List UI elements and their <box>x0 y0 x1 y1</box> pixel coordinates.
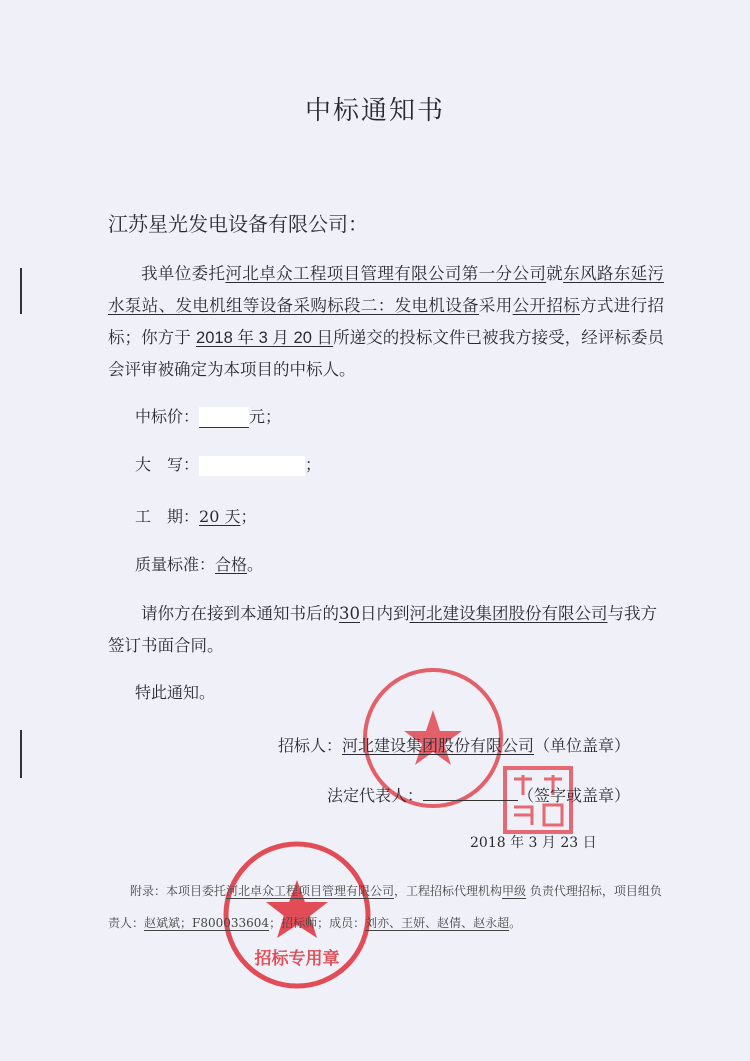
appendix-line-1 <box>130 882 662 899</box>
tenderer-name: 河北建设集团股份有限公司 <box>341 736 534 755</box>
contract-paragraph <box>108 598 664 662</box>
representative-line <box>327 783 630 806</box>
text: 请你方在接到本通知书后的 <box>141 604 339 623</box>
text: （单位盖章） <box>533 736 630 755</box>
text: 责人： <box>108 916 145 930</box>
text: 与我方签订书面合同。 <box>108 604 657 655</box>
text: ；招标师；成员： <box>269 916 366 930</box>
notice-text: 特此通知。 <box>135 683 216 702</box>
body-paragraph <box>108 258 664 386</box>
field-capital-amount <box>135 452 321 476</box>
project-name: 东风路东延污水泵站、发电机组等设备采购标段二：发电机设备 <box>108 264 665 315</box>
signature-blank <box>423 786 518 801</box>
text: 我单位委托 <box>141 264 226 283</box>
text: 附录：本项目委托 <box>130 884 227 898</box>
agency-name: 河北卓众工程项目管理有限公司第一分公司 <box>225 264 547 283</box>
text: 负责代理招标，项目组负 <box>526 884 662 898</box>
label: 中标价： <box>135 407 200 426</box>
period-value: 20 天 <box>199 507 241 526</box>
field-quality <box>135 552 263 575</box>
addressee: 江苏星光发电设备有限公司： <box>108 212 368 236</box>
appendix-line-2 <box>108 914 521 931</box>
text: 所递交的投标文件已被我方接受，经评标委员会评审被确定为本项目的中标人。 <box>108 328 665 379</box>
text: 方式进行招标；你方于 <box>108 296 664 347</box>
tenderer-line <box>278 733 630 756</box>
label: 质量标准： <box>135 555 216 574</box>
redacted-amount <box>199 456 305 476</box>
issue-date: 2018 年 3 月 23 日 <box>470 835 597 851</box>
text: 元； <box>249 407 282 426</box>
agency-grade: 甲级 <box>502 884 527 898</box>
field-price <box>135 404 281 428</box>
label: 招标人： <box>277 736 342 755</box>
team-members: 刘亦、王妍、赵倩、赵永超 <box>365 916 510 930</box>
redacted-price <box>199 407 249 428</box>
binder-hole-mark <box>20 730 22 778</box>
label: 工 期： <box>135 507 200 526</box>
bid-date: 2018 年 3 月 20 日 <box>196 329 334 347</box>
text: ，工程招标代理机构 <box>394 884 503 898</box>
text: 采用 <box>478 296 513 315</box>
label: 法定代表人： <box>326 786 423 805</box>
text: 日内到 <box>360 604 410 623</box>
text: 。 <box>509 916 522 930</box>
text: ； <box>240 507 257 526</box>
label: 大 写： <box>135 455 200 474</box>
agency-name: 河北卓众工程项目管理有限公司 <box>226 884 395 898</box>
days-value: 30 <box>339 604 360 623</box>
document-title: 中标通知书 <box>304 96 445 126</box>
text: 就 <box>546 264 564 283</box>
text: ； <box>305 455 322 474</box>
quality-value: 合格 <box>215 555 248 574</box>
project-leader: 赵斌斌；F800033604 <box>144 916 270 930</box>
tender-method: 公开招标 <box>512 296 581 315</box>
company-name: 河北建设集团股份有限公司 <box>409 604 608 623</box>
field-period <box>135 504 256 527</box>
binder-hole-mark <box>20 268 22 314</box>
text: （签字或盖章） <box>517 786 630 805</box>
text: 。 <box>247 555 264 574</box>
svg-text:招标专用章: 招标专用章 <box>254 949 340 969</box>
